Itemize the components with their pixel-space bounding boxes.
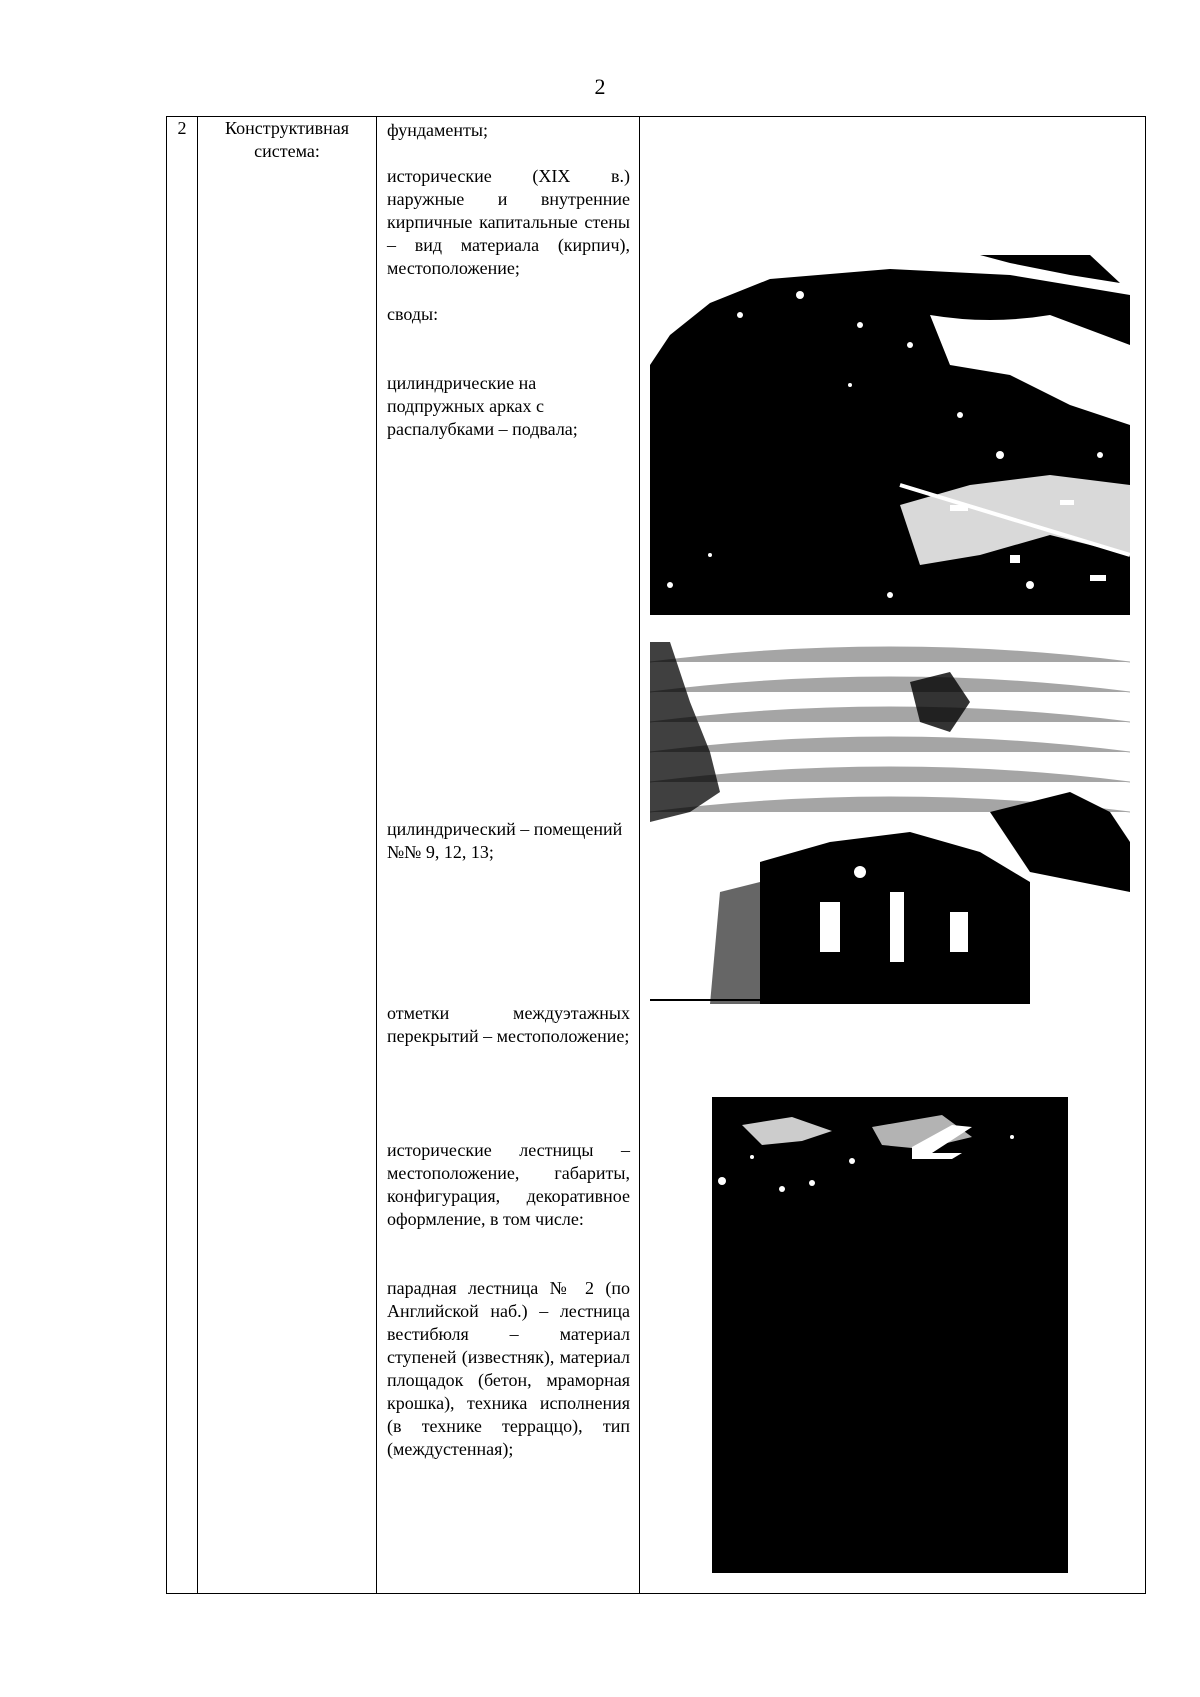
item-staircases: исторические лестницы – местоположение, габариты, конфигурация, декоративное оформление, в том числе: (387, 1140, 630, 1229)
item-main-staircase: парадная лестница № 2 (по Английской наб.) – лестница вестибюля – материал ступеней (известняк), материал площадок (бетон, мраморная крошка), техника исполнения (в технике терраццо), тип (междустенная); (387, 1278, 630, 1459)
cylindrical-vault-photo (650, 642, 1130, 1004)
item-foundations: фундаменты; (387, 120, 488, 140)
basement-vault-photo (650, 255, 1130, 615)
item-vaults: своды: (387, 304, 439, 324)
page-number: 2 (594, 74, 606, 99)
staircase-photo (712, 1097, 1068, 1573)
item-floor-levels: отметки междуэтажных перекрытий – местоположение; (387, 1003, 630, 1046)
item-cylindrical-vault: цилиндрический – помещений №№ 9, 12, 13; (387, 819, 623, 862)
table-row (167, 117, 1146, 1594)
row-index: 2 (167, 117, 198, 1594)
item-walls: исторические (XIX в.) наружные и внутренние кирпичные капитальные стены – вид материала (кирпич), местоположение; (387, 166, 630, 278)
row-category: Конструктивная система: (198, 117, 377, 1594)
row-photos (640, 117, 1146, 1594)
item-basement-vaults: цилиндрические на подпружных арках с распалубками – подвала; (387, 373, 578, 439)
features-table (166, 116, 1146, 1594)
row-description (377, 117, 640, 1594)
